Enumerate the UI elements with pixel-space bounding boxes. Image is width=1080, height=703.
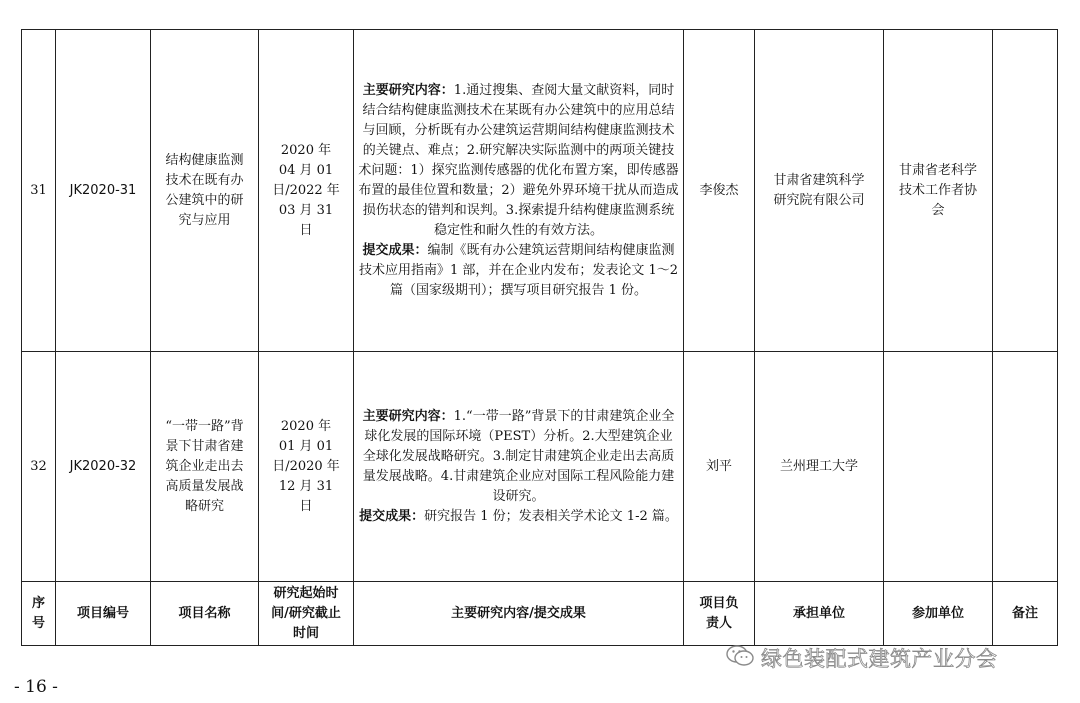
project-name: “一带一路”背景下甘肃省建筑企业走出去高质量发展战略研究 [151, 352, 259, 582]
note [993, 30, 1058, 352]
project-content [354, 30, 684, 352]
project-name: 结构健康监测技术在既有办公建筑中的研究与应用 [151, 30, 259, 352]
partner-unit: 甘肃省老科学技术工作者协会 [884, 30, 993, 352]
header-index: 序号 [22, 582, 56, 646]
header-leader: 项目负责人 [684, 582, 755, 646]
content-text: 1.“一带一路”背景下的甘肃建筑企业全球化发展的国际环境（PEST）分析。2.大型建筑企业全球化发展战略研究。3.制定甘肃建筑企业走出去高质量发展战略。4.甘肃建筑企业应对国际工程风险能力建设研究。 [362, 408, 675, 504]
content-text: 1.通过搜集、查阅大量文献资料，同时结合结构健康监测技术在某既有办公建筑中的应用总结与回顾，分析既有办公建筑运营期间结构健康监测技术的关键点、难点；2.研究解决实际监测中的两项关键技术问题：1）探究监测传感器的优化布置方案，即传感器布置的最佳位置和数量；2）避免外界环境干扰从而造成损伤状态的错判和误判。3.探索提升结构健康监测系统稳定性和耐久性的有效方法。 [358, 82, 679, 238]
project-code: JK2020-32 [56, 352, 151, 582]
lead-unit: 兰州理工大学 [755, 352, 884, 582]
header-unit: 承担单位 [755, 582, 884, 646]
watermark [725, 643, 998, 673]
row-index: 32 [22, 352, 56, 582]
project-table [21, 29, 1058, 646]
watermark-text: 绿色装配式建筑产业分会 [761, 647, 998, 671]
lead-unit: 甘肃省建筑科学研究院有限公司 [755, 30, 884, 352]
content-label: 主要研究内容： [362, 82, 454, 98]
project-leader: 刘平 [684, 352, 755, 582]
result-text: 研究报告 1 份；发表相关学术论文 1-2 篇。 [424, 508, 678, 524]
result-label: 提交成果： [362, 242, 428, 258]
header-content: 主要研究内容/提交成果 [354, 582, 684, 646]
content-label: 主要研究内容： [362, 408, 454, 424]
table-row [22, 352, 1058, 582]
header-note: 备注 [993, 582, 1058, 646]
header-code: 项目编号 [56, 582, 151, 646]
project-period: 2020 年 04 月 01 日/2022 年 03 月 31 日 [259, 30, 354, 352]
wechat-icon [725, 643, 755, 673]
partner-unit [884, 352, 993, 582]
project-content [354, 352, 684, 582]
note [993, 352, 1058, 582]
page-number: - 16 - [14, 677, 58, 697]
project-leader: 李俊杰 [684, 30, 755, 352]
table-header-row [22, 582, 1058, 646]
project-period: 2020 年 01 月 01 日/2020 年 12 月 31 日 [259, 352, 354, 582]
project-code: JK2020-31 [56, 30, 151, 352]
row-index: 31 [22, 30, 56, 352]
result-text: 编制《既有办公建筑运营期间结构健康监测技术应用指南》1 部，并在企业内发布；发表论文 1～2 篇（国家级期刊）；撰写项目研究报告 1 份。 [358, 242, 679, 298]
header-name: 项目名称 [151, 582, 259, 646]
result-label: 提交成果： [359, 508, 425, 524]
header-partner: 参加单位 [884, 582, 993, 646]
header-period: 研究起始时间/研究截止时间 [259, 582, 354, 646]
table-row [22, 30, 1058, 352]
